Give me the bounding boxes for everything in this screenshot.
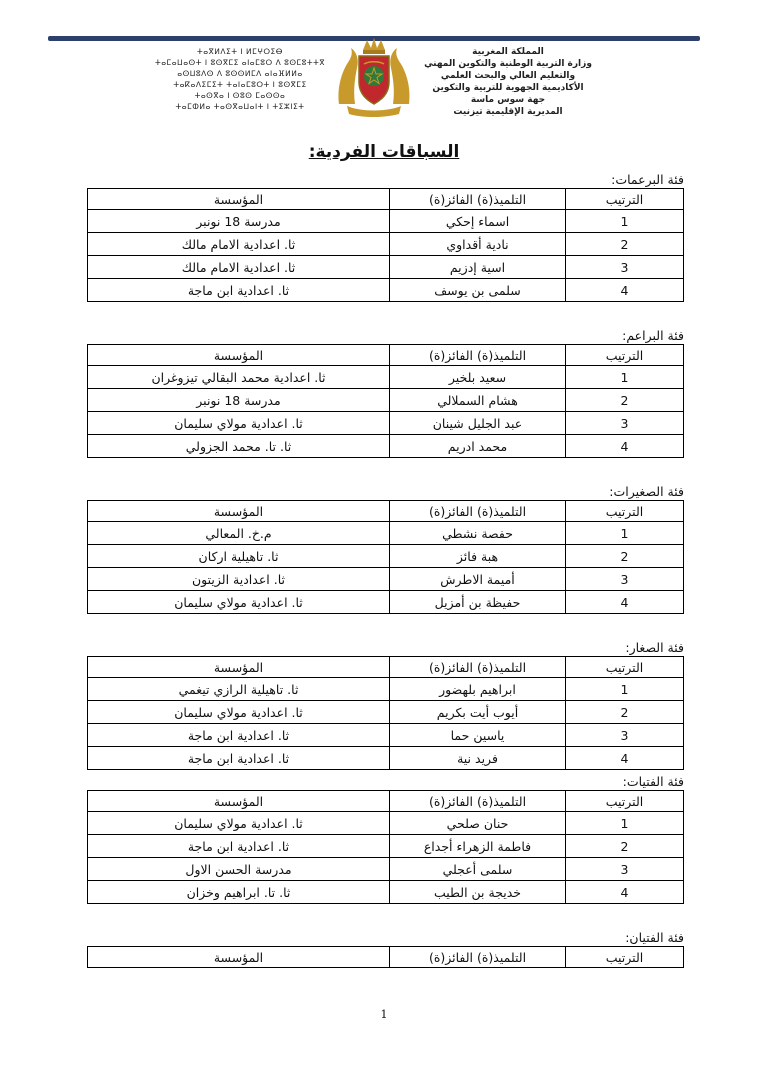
cell-institution: ثا. اعدادية ابن ماجة bbox=[88, 724, 390, 747]
page-number: 1 bbox=[380, 1008, 388, 1021]
table-row bbox=[88, 812, 684, 835]
cell-name: فريد نية bbox=[390, 747, 566, 770]
cell-rank: 4 bbox=[566, 747, 684, 770]
header-arabic-line: وزارة التربية الوطنية والتكوين المهني bbox=[424, 59, 592, 69]
cell-name: اسية إدزيم bbox=[390, 256, 566, 279]
cell-institution: ثا. تاهيلية الرازي تيغمي bbox=[88, 678, 390, 701]
header-arabic-line: جهة سوس ماسة bbox=[470, 95, 546, 105]
cell-name: محمد ادريم bbox=[390, 435, 566, 458]
table-row bbox=[88, 678, 684, 701]
cell-rank: 2 bbox=[566, 545, 684, 568]
cell-rank: 1 bbox=[566, 812, 684, 835]
header-tifinagh-line: ⵜⴰⴳⵍⴷⵉⵜ ⵏ ⵍⵎⵖⵔⵉⴱ bbox=[197, 47, 283, 56]
column-header-rank: الترتيب bbox=[566, 947, 684, 968]
column-header-institution: المؤسسة bbox=[88, 189, 390, 210]
cell-rank: 1 bbox=[566, 366, 684, 389]
table-header-row bbox=[88, 947, 684, 968]
cell-name: خديجة بن الطيب bbox=[390, 881, 566, 904]
table-row bbox=[88, 747, 684, 770]
table-row bbox=[88, 366, 684, 389]
page-title bbox=[0, 142, 768, 162]
table-row bbox=[88, 435, 684, 458]
column-header-rank: الترتيب bbox=[566, 501, 684, 522]
column-header-institution: المؤسسة bbox=[88, 947, 390, 968]
coat-of-arms-icon bbox=[333, 34, 415, 118]
cell-institution: ثا. اعدادية ابن ماجة bbox=[88, 279, 390, 302]
cell-rank: 3 bbox=[566, 858, 684, 881]
cell-institution: ثا. اعدادية مولاي سليمان bbox=[88, 812, 390, 835]
category-section bbox=[88, 640, 684, 770]
cell-name: حفصة نشطي bbox=[390, 522, 566, 545]
header-tifinagh-block bbox=[150, 46, 330, 112]
table-row bbox=[88, 881, 684, 904]
column-header-name: التلميذ(ة) الفائز(ة) bbox=[390, 501, 566, 522]
cell-institution: م.خ. المعالي bbox=[88, 522, 390, 545]
column-header-institution: المؤسسة bbox=[88, 791, 390, 812]
table-row bbox=[88, 279, 684, 302]
cell-name: سلمى بن يوسف bbox=[390, 279, 566, 302]
cell-rank: 3 bbox=[566, 568, 684, 591]
header-arabic-line: المديرية الإقليمية تيزنيت bbox=[453, 107, 563, 117]
table-row bbox=[88, 835, 684, 858]
cell-rank: 4 bbox=[566, 435, 684, 458]
category-label: فئة البرعمات: bbox=[611, 172, 684, 187]
column-header-name: التلميذ(ة) الفائز(ة) bbox=[390, 791, 566, 812]
category-section bbox=[88, 172, 684, 302]
cell-rank: 2 bbox=[566, 835, 684, 858]
table-row bbox=[88, 522, 684, 545]
column-header-rank: الترتيب bbox=[566, 657, 684, 678]
cell-name: حنان صلحي bbox=[390, 812, 566, 835]
table-header-row bbox=[88, 791, 684, 812]
table-row bbox=[88, 412, 684, 435]
cell-rank: 4 bbox=[566, 881, 684, 904]
header-arabic-line: والتعليم العالي والبحث العلمي bbox=[440, 71, 576, 81]
column-header-rank: الترتيب bbox=[566, 189, 684, 210]
cell-name: عبد الجليل شينان bbox=[390, 412, 566, 435]
cell-rank: 2 bbox=[566, 233, 684, 256]
cell-rank: 1 bbox=[566, 522, 684, 545]
cell-name: ابراهيم بلهضور bbox=[390, 678, 566, 701]
table-header-row bbox=[88, 189, 684, 210]
table-row bbox=[88, 389, 684, 412]
cell-institution: ثا. اعدادية الزيتون bbox=[88, 568, 390, 591]
cell-name: سعيد بلخير bbox=[390, 366, 566, 389]
table-row bbox=[88, 568, 684, 591]
cell-institution: ثا. تا. محمد الجزولي bbox=[88, 435, 390, 458]
cell-rank: 4 bbox=[566, 591, 684, 614]
cell-rank: 3 bbox=[566, 256, 684, 279]
category-label: فئة البراعم: bbox=[622, 328, 684, 343]
table-row bbox=[88, 256, 684, 279]
table-row bbox=[88, 858, 684, 881]
category-section bbox=[88, 930, 684, 968]
category-label: فئة الصغار: bbox=[625, 640, 684, 655]
cell-institution: ثا. اعدادية الامام مالك bbox=[88, 233, 390, 256]
column-header-institution: المؤسسة bbox=[88, 657, 390, 678]
cell-rank: 1 bbox=[566, 678, 684, 701]
category-section bbox=[88, 484, 684, 614]
category-label: فئة الفتيان: bbox=[625, 930, 684, 945]
results-table bbox=[87, 790, 684, 904]
cell-rank: 1 bbox=[566, 210, 684, 233]
cell-name: هشام السملالي bbox=[390, 389, 566, 412]
table-header-row bbox=[88, 345, 684, 366]
cell-institution: ثا. اعدادية مولاي سليمان bbox=[88, 591, 390, 614]
cell-rank: 2 bbox=[566, 389, 684, 412]
column-header-name: التلميذ(ة) الفائز(ة) bbox=[390, 345, 566, 366]
column-header-name: التلميذ(ة) الفائز(ة) bbox=[390, 657, 566, 678]
cell-institution: ثا. اعدادية محمد البقالي تيزوغران bbox=[88, 366, 390, 389]
column-header-institution: المؤسسة bbox=[88, 501, 390, 522]
cell-institution: ثا. اعدادية ابن ماجة bbox=[88, 835, 390, 858]
results-table bbox=[87, 656, 684, 770]
table-row bbox=[88, 233, 684, 256]
header-tifinagh-line: ⵜⴰⵙⴳⴰ ⵏ ⵙⵓⵙ ⵎⴰⵙⵙⴰ bbox=[194, 91, 286, 100]
table-row bbox=[88, 210, 684, 233]
column-header-institution: المؤسسة bbox=[88, 345, 390, 366]
category-label: فئة الصغيرات: bbox=[609, 484, 684, 499]
category-section bbox=[88, 774, 684, 904]
cell-institution: ثا. اعدادية مولاي سليمان bbox=[88, 412, 390, 435]
page-title-text: السباقات الفردية: bbox=[308, 142, 460, 162]
cell-institution: ثا. اعدادية ابن ماجة bbox=[88, 747, 390, 770]
cell-name: أيوب أيت بكريم bbox=[390, 701, 566, 724]
cell-institution: مدرسة 18 نونبر bbox=[88, 389, 390, 412]
cell-name: هبة فائز bbox=[390, 545, 566, 568]
table-row bbox=[88, 701, 684, 724]
results-table bbox=[87, 188, 684, 302]
cell-name: سلمى أعجلي bbox=[390, 858, 566, 881]
cell-institution: ثا. اعدادية مولاي سليمان bbox=[88, 701, 390, 724]
category-label: فئة الفتيات: bbox=[622, 774, 684, 789]
cell-institution: مدرسة الحسن الاول bbox=[88, 858, 390, 881]
column-header-rank: الترتيب bbox=[566, 791, 684, 812]
header-arabic-line: المملكة المغربية bbox=[472, 47, 544, 57]
cell-rank: 2 bbox=[566, 701, 684, 724]
results-table bbox=[87, 500, 684, 614]
results-table bbox=[87, 946, 684, 968]
table-row bbox=[88, 724, 684, 747]
cell-name: اسماء إحكي bbox=[390, 210, 566, 233]
cell-institution: ثا. تاهيلية اركان bbox=[88, 545, 390, 568]
header-arabic-block bbox=[398, 46, 618, 118]
cell-institution: ثا. تا. ابراهيم وخزان bbox=[88, 881, 390, 904]
cell-name: أميمة الاطرش bbox=[390, 568, 566, 591]
cell-name: ياسين حما bbox=[390, 724, 566, 747]
cell-rank: 3 bbox=[566, 412, 684, 435]
header-tifinagh-line: ⴰⵙⵡⵓⴷⵙ ⴷ ⵓⵙⵙⵍⵎⴷ ⴰⵏⴰⴼⵍⵍⴰ bbox=[177, 69, 303, 78]
cell-name: فاطمة الزهراء أجداع bbox=[390, 835, 566, 858]
header-tifinagh-line: ⵜⴰⵎⵀⵍⴰ ⵜⴰⵙⴳⴰⵡⴰⵏⵜ ⵏ ⵜⵉⵣⵏⵉⵜ bbox=[175, 102, 305, 111]
category-section bbox=[88, 328, 684, 458]
table-row bbox=[88, 545, 684, 568]
header-arabic-line: الأكاديمية الجهوية للتربية والتكوين bbox=[432, 83, 584, 93]
cell-institution: مدرسة 18 نونبر bbox=[88, 210, 390, 233]
column-header-rank: الترتيب bbox=[566, 345, 684, 366]
results-table bbox=[87, 344, 684, 458]
column-header-name: التلميذ(ة) الفائز(ة) bbox=[390, 947, 566, 968]
header-tifinagh-line: ⵜⴰⵎⴰⵡⴰⵙⵜ ⵏ ⵓⵙⴳⵎⵉ ⴰⵏⴰⵎⵓⵔ ⴷ ⵓⵙⵎⵓⵜⵜⴳ bbox=[154, 58, 326, 67]
table-row bbox=[88, 591, 684, 614]
column-header-name: التلميذ(ة) الفائز(ة) bbox=[390, 189, 566, 210]
cell-name: حفيظة بن أمزيل bbox=[390, 591, 566, 614]
cell-name: نادية أقداوي bbox=[390, 233, 566, 256]
cell-rank: 4 bbox=[566, 279, 684, 302]
cell-rank: 3 bbox=[566, 724, 684, 747]
header-tifinagh-line: ⵜⴰⴽⴰⴷⵉⵎⵉⵜ ⵜⴰⵏⴰⵎⵓⵔⵜ ⵏ ⵓⵙⴳⵎⵉ bbox=[173, 80, 307, 89]
cell-institution: ثا. اعدادية الامام مالك bbox=[88, 256, 390, 279]
table-header-row bbox=[88, 657, 684, 678]
table-header-row bbox=[88, 501, 684, 522]
